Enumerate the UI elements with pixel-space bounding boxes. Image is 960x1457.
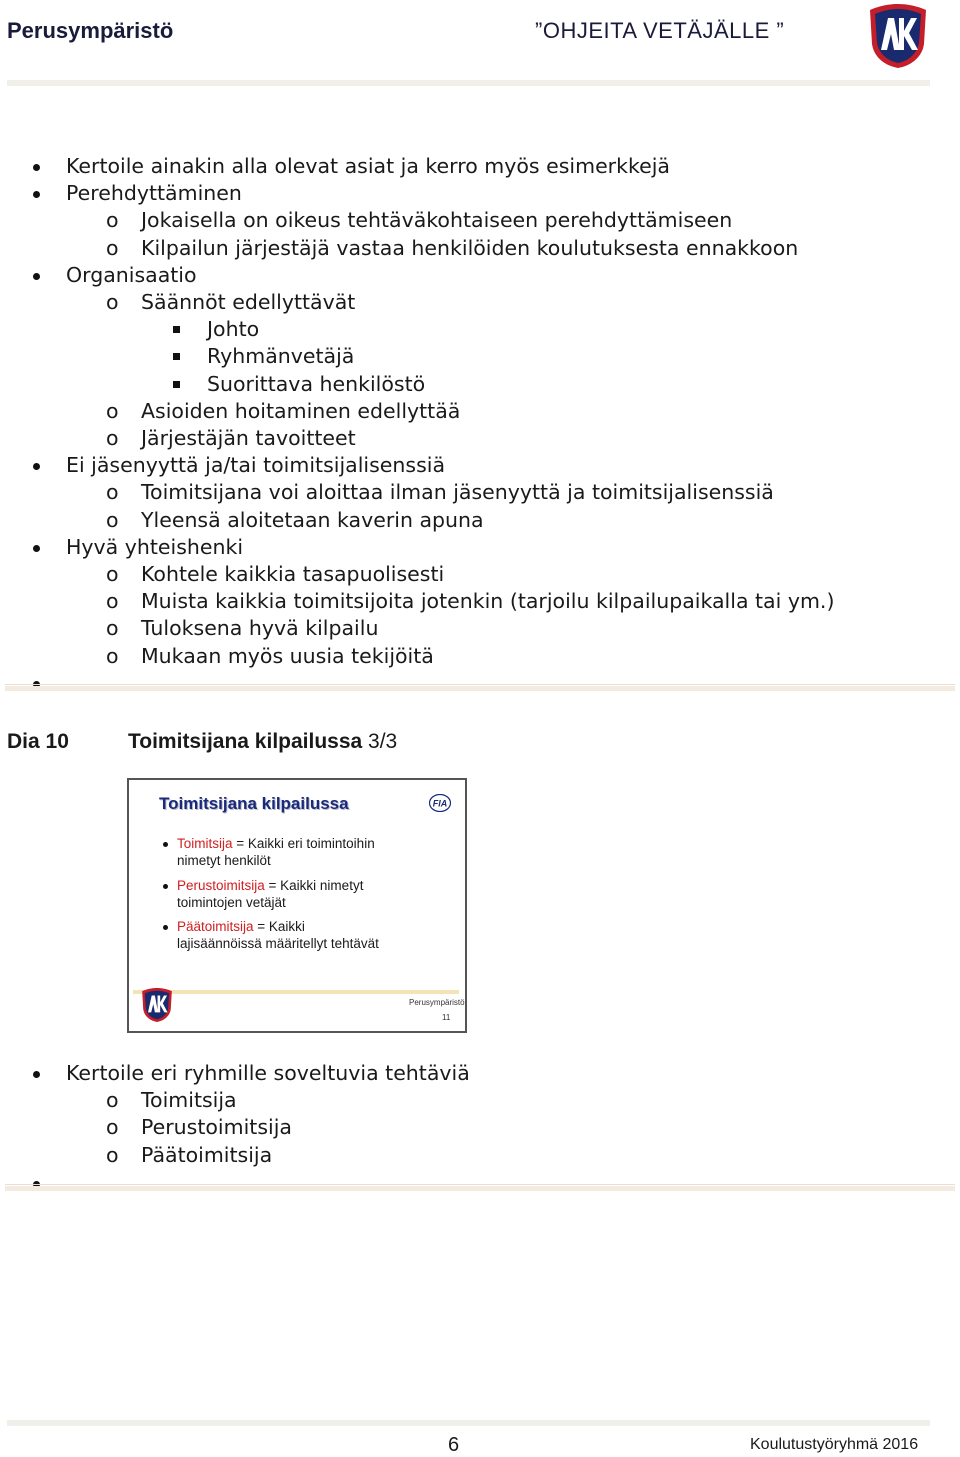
bullet-icon <box>33 164 40 171</box>
sub-bullet-marker: o <box>106 480 119 505</box>
slide-bullet-3-line2: lajisäännöissä määritellyt tehtävät <box>177 936 379 951</box>
bullet-icon <box>33 191 40 198</box>
slide-bullet-2-line2: toimintojen vetäjät <box>177 895 286 910</box>
sub-bullet-marker: o <box>106 235 119 260</box>
list-item: Suorittava henkilöstö <box>207 371 426 396</box>
sub-bullet-marker: o <box>106 208 119 233</box>
slide-bullet-1 <box>177 835 375 852</box>
bullet-icon <box>163 884 168 889</box>
akk-logo-small-icon <box>139 987 175 1023</box>
sub-bullet-marker: o <box>106 290 119 314</box>
list-item: Hyvä yhteishenki <box>66 534 244 559</box>
list-item: Kilpailun järjestäjä vastaa henkilöiden koulutuksesta ennakkoon <box>141 235 799 260</box>
header-subtitle: ”OHJEITA VETÄJÄLLE ” <box>535 18 785 43</box>
list-item: Perehdyttäminen <box>66 181 242 206</box>
bullet-icon <box>163 925 168 930</box>
sub-bullet-marker: o <box>106 1142 119 1167</box>
slide-term: Päätoimitsija <box>177 919 254 934</box>
slide-term: Toimitsija <box>177 836 233 851</box>
sub-bullet-marker: o <box>106 643 119 668</box>
list-item: Kertoile ainakin alla olevat asiat ja kerro myös esimerkkejä <box>66 154 670 178</box>
slide-title: Toimitsijana kilpailussa <box>159 794 349 813</box>
slide-term-definition: = Kaikki nimetyt <box>264 878 364 893</box>
sub-bullet-marker: o <box>106 616 119 641</box>
slide-heading-bold: Toimitsijana kilpailussa <box>128 730 363 753</box>
list-item: Muista kaikkia toimitsijoita jotenkin (tarjoilu kilpailupaikalla tai ym.) <box>141 589 835 614</box>
sub-bullet-marker: o <box>106 562 119 586</box>
bullet-icon <box>163 842 168 847</box>
bullet-icon <box>33 1071 40 1078</box>
list-item: Perustoimitsija <box>141 1115 292 1140</box>
footer-credit: Koulutustyöryhmä 2016 <box>750 1436 919 1453</box>
list-item: Päätoimitsija <box>141 1142 273 1167</box>
slide-bullet-3 <box>177 918 305 935</box>
list-item: Toimitsijana voi aloittaa ilman jäsenyyttä ja toimitsijalisenssiä <box>141 480 774 505</box>
slide-footer-rule <box>133 990 459 994</box>
sub-bullet-marker: o <box>106 1088 119 1113</box>
slide-label: Dia 10 <box>7 730 69 753</box>
list-item: Ryhmänvetäjä <box>207 344 355 369</box>
list-item: Tuloksena hyvä kilpailu <box>141 616 379 641</box>
list-item: Asioiden hoitaminen edellyttää <box>141 398 461 423</box>
section-divider-band <box>5 686 955 691</box>
header-title: Perusympäristö <box>7 18 174 43</box>
section-divider <box>5 684 955 685</box>
square-bullet-icon <box>173 381 180 388</box>
bullet-icon <box>33 545 40 552</box>
list-item: Järjestäjän tavoitteet <box>141 426 356 450</box>
section-divider-band <box>5 1186 955 1191</box>
header-divider <box>7 80 930 86</box>
list-item: Säännöt edellyttävät <box>141 290 356 314</box>
slide-term: Perustoimitsija <box>177 878 265 893</box>
list-item: Ei jäsenyyttä ja/tai toimitsijalisenssiä <box>66 453 446 478</box>
list-item: Kohtele kaikkia tasapuolisesti <box>141 562 445 586</box>
list-item: Organisaatio <box>66 262 197 287</box>
square-bullet-icon <box>173 353 180 360</box>
list-item: Mukaan myös uusia tekijöitä <box>141 643 434 668</box>
slide-number: 11 <box>442 1013 451 1022</box>
sub-bullet-marker: o <box>106 1115 119 1140</box>
slide-bullet-1-line2: nimetyt henkilöt <box>177 853 271 868</box>
slide-heading-rest: 3/3 <box>362 730 398 753</box>
slide-term-definition: = Kaikki <box>253 919 305 934</box>
list-item: Kertoile eri ryhmille soveltuvia tehtäviä <box>66 1061 470 1085</box>
slide-term-definition: = Kaikki eri toimintoihin <box>232 836 375 851</box>
bullet-icon <box>33 463 40 470</box>
sub-bullet-marker: o <box>106 589 119 614</box>
footer-divider <box>7 1420 930 1426</box>
slide-thumbnail <box>127 778 467 1033</box>
square-bullet-icon <box>173 326 180 333</box>
page-number: 6 <box>448 1434 460 1456</box>
list-item: Johto <box>207 317 260 342</box>
fia-logo-text: FIA <box>432 798 448 809</box>
fia-logo-icon <box>429 794 451 812</box>
list-item: Toimitsija <box>141 1088 237 1113</box>
akk-logo-icon <box>866 2 930 70</box>
slide-bullet-2 <box>177 877 363 894</box>
sub-bullet-marker: o <box>106 507 119 532</box>
sub-bullet-marker: o <box>106 398 119 423</box>
list-item: Jokaisella on oikeus tehtäväkohtaiseen perehdyttämiseen <box>141 208 733 233</box>
section-divider <box>5 1184 955 1185</box>
sub-bullet-marker: o <box>106 426 119 450</box>
list-item: Yleensä aloitetaan kaverin apuna <box>141 507 484 532</box>
slide-heading <box>128 730 397 754</box>
slide-footer-label: Perusympäristö <box>409 998 465 1007</box>
bullet-icon <box>33 273 40 280</box>
